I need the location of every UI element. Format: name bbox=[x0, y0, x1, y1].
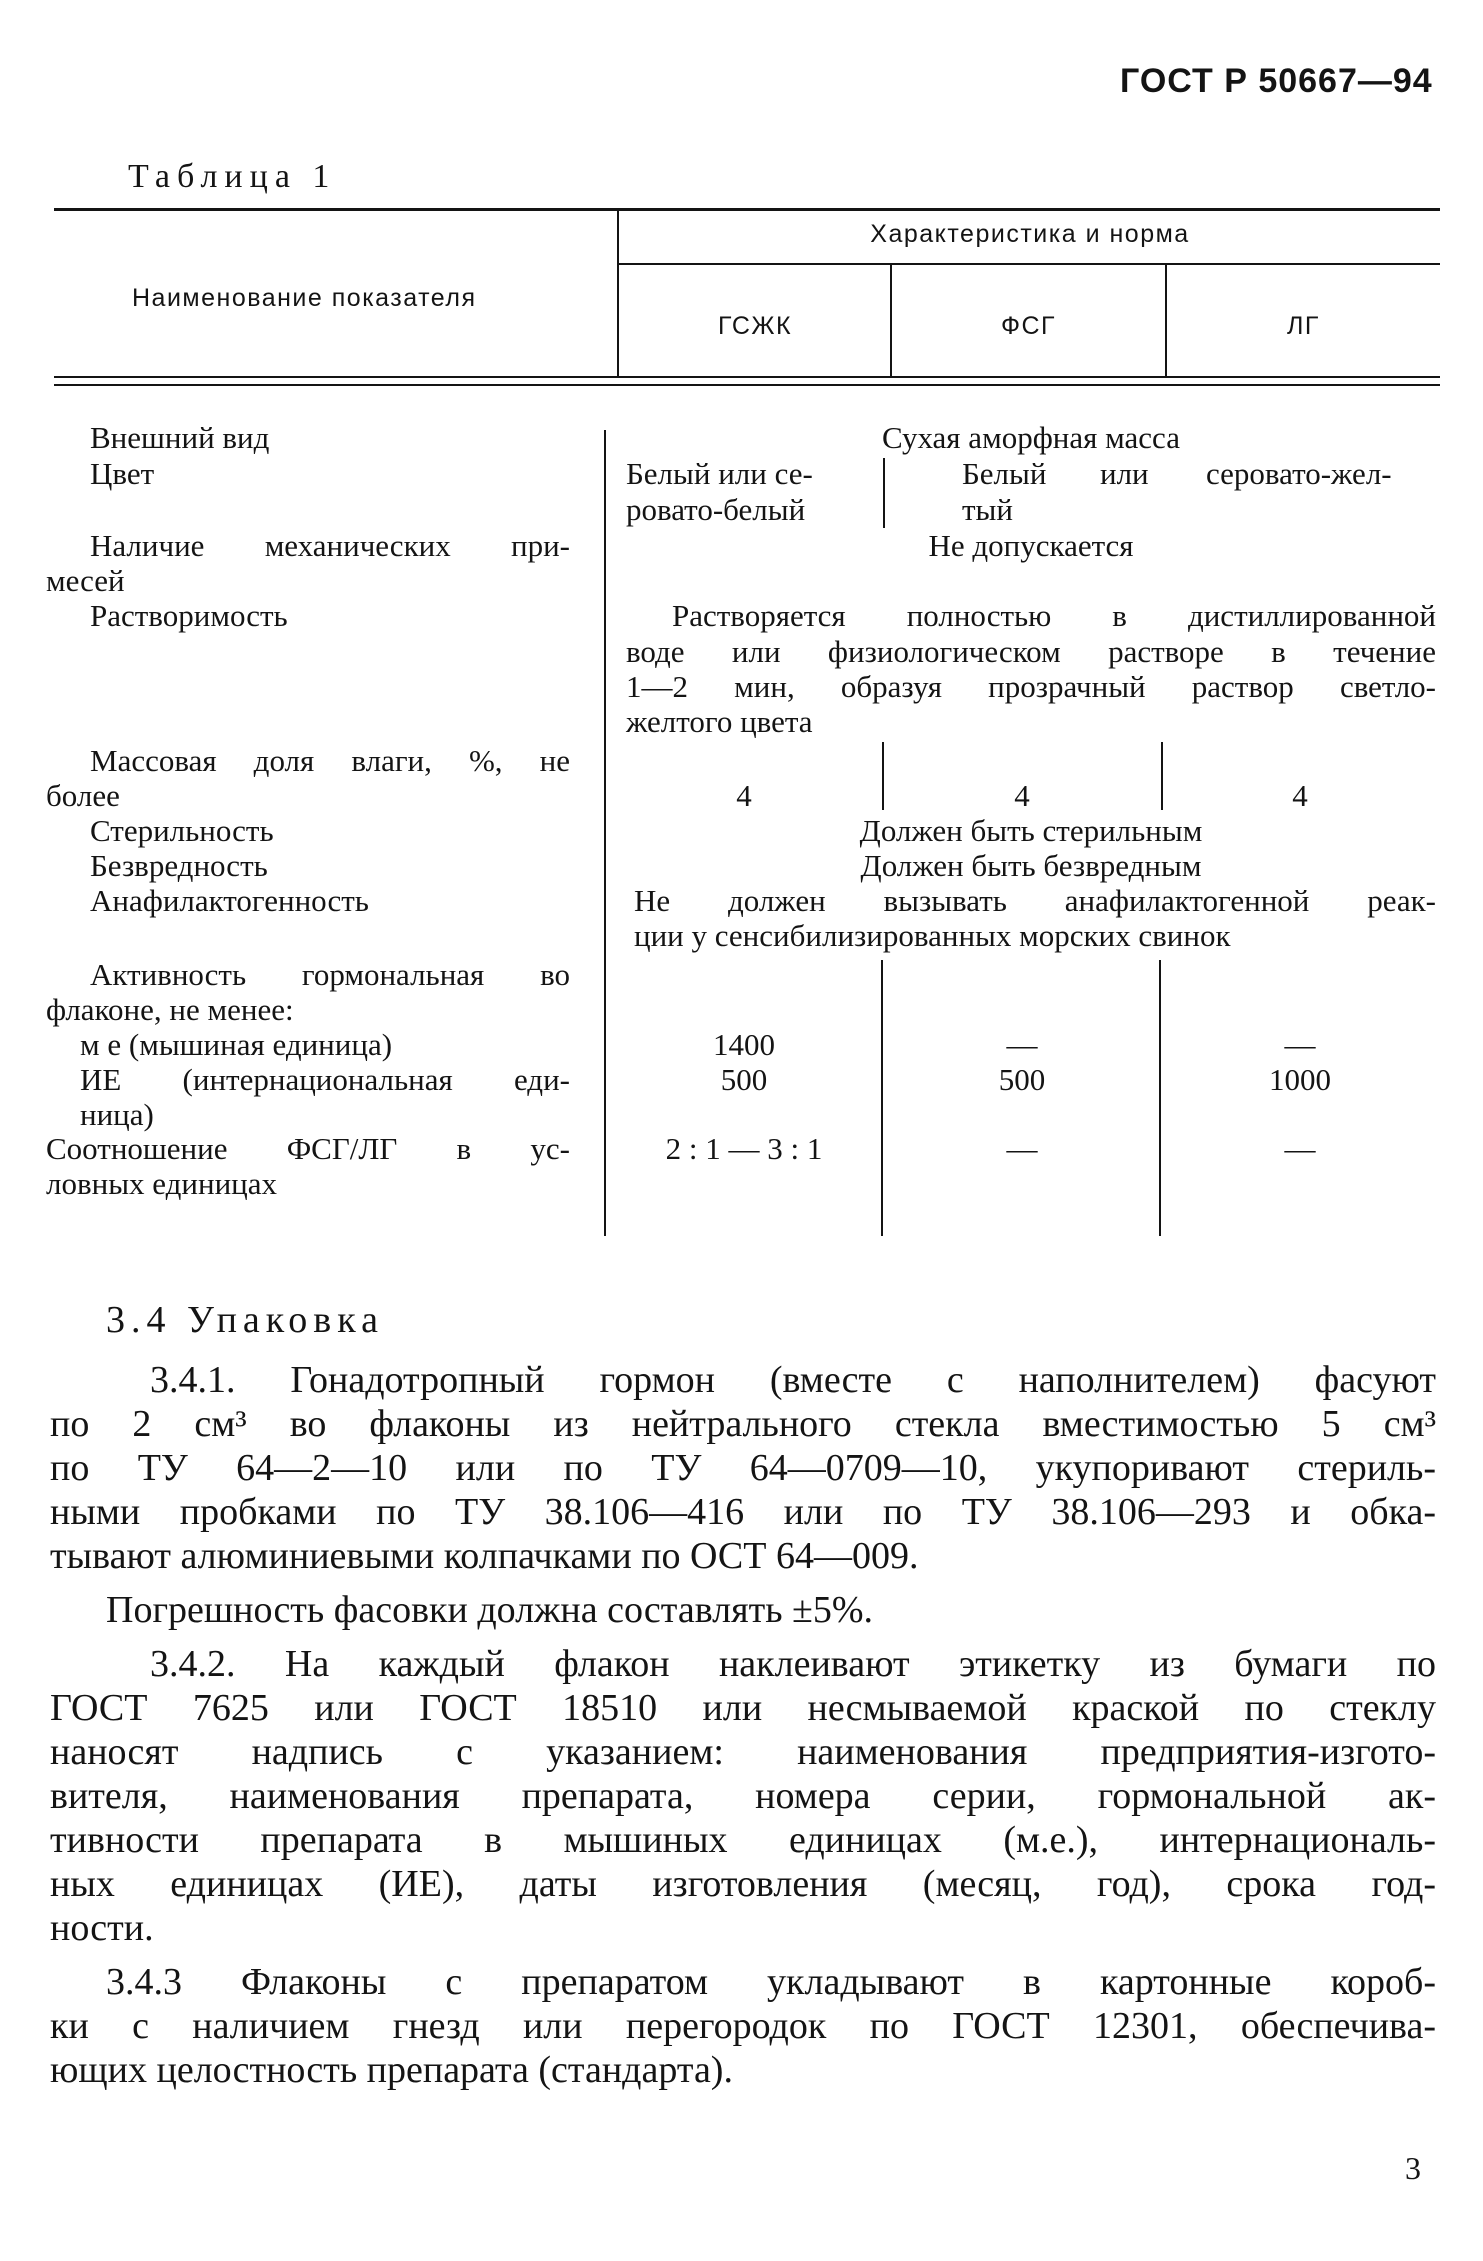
header-bottom-rule-2 bbox=[54, 384, 1440, 386]
row-solubility-line1: Растворяется полностью в дистиллированной bbox=[672, 598, 1436, 633]
header-bottom-rule-1 bbox=[54, 376, 1440, 378]
row-anaphylaxis-line2: ции у сенсибилизированных морских свинок bbox=[634, 918, 1231, 953]
row-impurities-name-line2: месей bbox=[46, 563, 125, 598]
row-ratio-gszhk: 2 : 1 — 3 : 1 bbox=[665, 1131, 823, 1166]
paragraph-tolerance: Погрешность фасовки должна составлять ±5%. bbox=[106, 1589, 874, 1631]
column-header-lg: ЛГ bbox=[1287, 312, 1320, 340]
paragraph-3-4-2-line3: наносят надпись с указанием: наименования предприятия-изгото- bbox=[50, 1731, 1436, 1773]
row-harmlessness-value: Должен быть безвредным bbox=[860, 848, 1202, 883]
paragraph-3-4-1-line4: ными пробками по ТУ 38.106—416 или по ТУ 38.106—293 и обка- bbox=[50, 1491, 1436, 1533]
row-ratio-name-line1: Соотношение ФСГ/ЛГ в ус- bbox=[46, 1131, 570, 1166]
group-rule bbox=[618, 263, 1440, 265]
column-header-parameter: Наименование показателя bbox=[132, 284, 477, 312]
row-iu-name-line1: ИЕ (интернациональная еди- bbox=[80, 1062, 570, 1097]
paragraph-3-4-3-line1: 3.4.3 Флаконы с препаратом укладывают в картонные короб- bbox=[106, 1961, 1436, 2003]
table-caption: Таблица 1 bbox=[128, 158, 337, 195]
column-header-group: Характеристика и норма bbox=[870, 220, 1190, 248]
row-ratio-name-line2: ловных единицах bbox=[46, 1166, 278, 1201]
row-moisture-lg: 4 bbox=[1292, 778, 1308, 813]
row-mouse-units-lg: — bbox=[1284, 1027, 1316, 1062]
row-appearance-name: Внешний вид bbox=[90, 420, 270, 455]
row-solubility-name: Растворимость bbox=[90, 598, 288, 633]
row-impurities-value: Не допускается bbox=[928, 528, 1134, 563]
row-iu-gszhk: 500 bbox=[720, 1062, 768, 1097]
row-solubility-line4: желтого цвета bbox=[626, 704, 813, 739]
table-top-rule bbox=[54, 208, 1440, 211]
row-mouse-units-gszhk: 1400 bbox=[713, 1027, 775, 1062]
row-sterility-value: Должен быть стерильным bbox=[859, 813, 1203, 848]
activity-divider-ab bbox=[881, 960, 883, 1236]
row-moisture-name-line1: Массовая доля влаги, %, не bbox=[90, 743, 570, 778]
row-color-fsg-lg-word1: Белый bbox=[962, 456, 1047, 491]
body-divider-main bbox=[604, 430, 606, 1236]
row-iu-name-line2: ница) bbox=[80, 1097, 154, 1132]
row-color-name: Цвет bbox=[90, 456, 155, 491]
paragraph-3-4-2-line5: тивности препарата в мышиных единицах (м.е.), интернациональ- bbox=[50, 1819, 1436, 1861]
row-sterility-name: Стерильность bbox=[90, 813, 274, 848]
row-mouse-units-name: м е (мышиная единица) bbox=[80, 1027, 393, 1062]
row-solubility-line3: 1—2 мин, образуя прозрачный раствор светло- bbox=[626, 669, 1436, 704]
row-moisture-fsg: 4 bbox=[1014, 778, 1030, 813]
row-impurities-name-line1: Наличие механических при- bbox=[90, 528, 570, 563]
paragraph-3-4-3-line2: ки с наличием гнезд или перегородок по ГОСТ 12301, обеспечива- bbox=[50, 2005, 1436, 2047]
row-anaphylaxis-name: Анафилактогенность bbox=[90, 883, 369, 918]
paragraph-3-4-2-line4: вителя, наименования препарата, номера серии, гормональной ак- bbox=[50, 1775, 1436, 1817]
paragraph-3-4-2-line2: ГОСТ 7625 или ГОСТ 18510 или несмываемой краской по стеклу bbox=[50, 1687, 1436, 1729]
paragraph-3-4-3-line3: ющих целостность препарата (стандарта). bbox=[50, 2049, 733, 2091]
paragraph-3-4-1-line1: 3.4.1. Гонадотропный гормон (вместе с наполнителем) фасуют bbox=[150, 1359, 1436, 1401]
row-anaphylaxis-line1: Не должен вызывать анафилактогенной реак- bbox=[634, 883, 1436, 918]
row-iu-lg: 1000 bbox=[1269, 1062, 1331, 1097]
row-activity-name-line2: флаконе, не менее: bbox=[46, 992, 294, 1027]
paragraph-3-4-1-line5: тывают алюминиевыми колпачками по ОСТ 64—009. bbox=[50, 1535, 919, 1577]
paragraph-3-4-2-line7: ности. bbox=[50, 1907, 154, 1949]
paragraph-3-4-2-line1: 3.4.2. На каждый флакон наклеивают этикетку из бумаги по bbox=[150, 1643, 1436, 1685]
paragraph-3-4-2-line6: ных единицах (ИЕ), даты изготовления (месяц, год), срока год- bbox=[50, 1863, 1436, 1905]
header-divider-main bbox=[617, 210, 619, 376]
row-color-fsg-lg-word2: или bbox=[1100, 456, 1149, 491]
activity-divider-bc bbox=[1159, 960, 1161, 1236]
column-header-fsg: ФСГ bbox=[1000, 312, 1057, 340]
column-header-gszhk: ГСЖК bbox=[717, 312, 793, 340]
row-color-gszhk-line2: ровато-белый bbox=[626, 492, 806, 527]
paragraph-3-4-1-line3: по ТУ 64—2—10 или по ТУ 64—0709—10, укупоривают стериль- bbox=[50, 1447, 1436, 1489]
color-divider bbox=[883, 458, 885, 528]
row-harmlessness-name: Безвредность bbox=[90, 848, 268, 883]
row-moisture-name-line2: более bbox=[46, 778, 120, 813]
row-color-gszhk-line1: Белый или се- bbox=[626, 456, 813, 491]
document-code: ГОСТ Р 50667—94 bbox=[1120, 62, 1433, 100]
row-ratio-fsg: — bbox=[1006, 1131, 1038, 1166]
row-ratio-lg: — bbox=[1284, 1131, 1316, 1166]
row-moisture-gszhk: 4 bbox=[736, 778, 752, 813]
row-mouse-units-fsg: — bbox=[1006, 1027, 1038, 1062]
page-number: 3 bbox=[1405, 2150, 1421, 2186]
row-solubility-line2: воде или физиологическом растворе в течение bbox=[626, 634, 1436, 669]
row-iu-fsg: 500 bbox=[998, 1062, 1046, 1097]
section-title: 3.4 Упаковка bbox=[106, 1299, 384, 1341]
row-appearance-value: Сухая аморфная масса bbox=[882, 420, 1180, 455]
row-color-fsg-lg-line2: тый bbox=[962, 492, 1013, 527]
paragraph-3-4-1-line2: по 2 см³ во флаконы из нейтрального стекла вместимостью 5 см³ bbox=[50, 1403, 1436, 1445]
row-color-fsg-lg-word3: серовато-жел- bbox=[1206, 456, 1392, 491]
row-activity-name-line1: Активность гормональная во bbox=[90, 957, 570, 992]
